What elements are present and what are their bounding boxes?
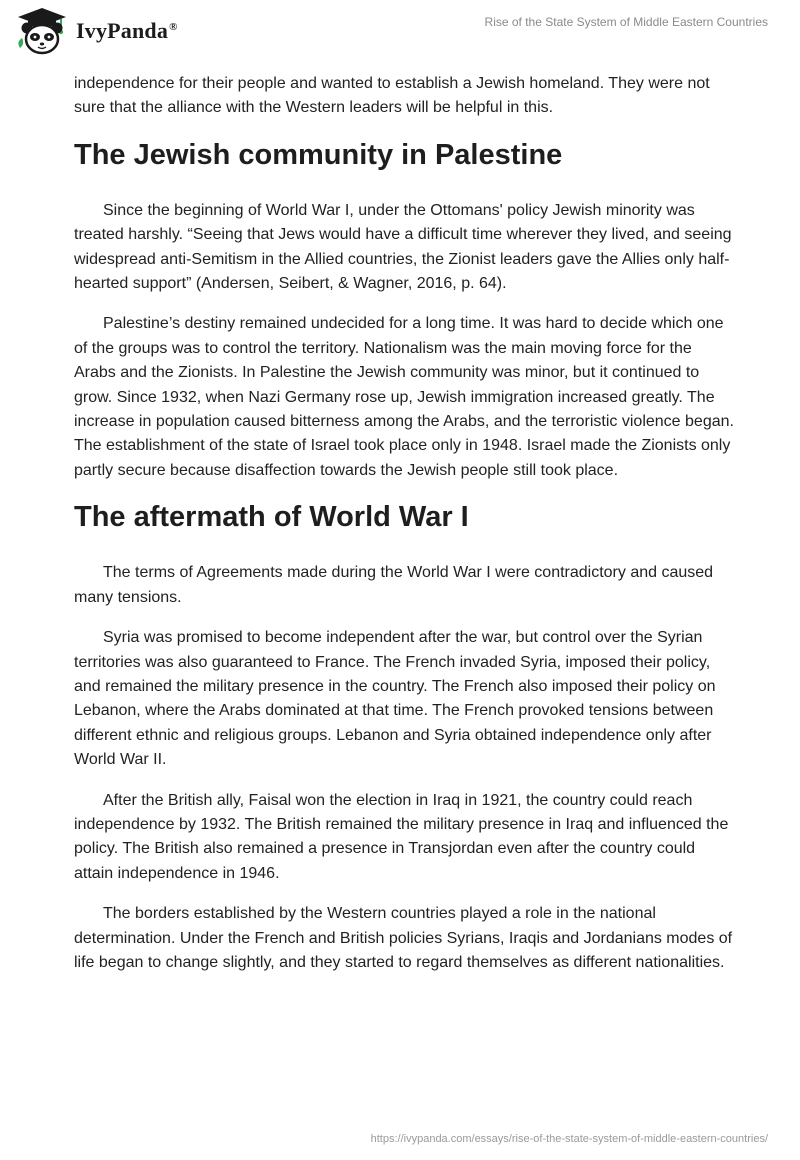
brand-name: IvyPanda®	[76, 18, 178, 43]
paragraph: After the British ally, Faisal won the election in Iraq in 1921, the country could reach independence by 1932. The British remained the military presence in Iraq and influenced the policy. The British also remained a presence in Transjordan even after the country could attain independence in 1946.	[74, 791, 729, 882]
panda-graduate-logo-icon	[14, 6, 70, 56]
ivypanda-logo[interactable]	[14, 6, 178, 56]
paragraph: The terms of Agreements made during the World War I were contradictory and caused many tensions.	[74, 564, 714, 606]
paragraph: Palestine’s destiny remained undecided for a long time. It was hard to decide which one of the groups was to control the territory. Nationalism was the main moving force for the Arabs and the Zionists. In Palestine the Jewish community was minor, but it continued to grow. Since 1932, when Nazi Germany rose up, Jewish immigration increased greatly. The increase in population caused bitterness among the Arabs, and the terroristic violence began. The establishment of the state of Israel took place only in 1948. Israel made the Zionists only partly secure because disaffection towards the Jewish people still took place.	[74, 315, 734, 479]
section-heading-aftermath: The aftermath of World War I	[74, 501, 469, 534]
paragraph: Syria was promised to become independent after the war, but control over the Syrian territories was also guaranteed to France. The French invaded Syria, imposed their policy, and remained the military presence in the country. The French also imposed their policy on Lebanon, where the Arabs dominated at that time. The French provoked tensions between different ethnic and religious groups. Lebanon and Syria obtained independence only after World War II.	[74, 629, 716, 769]
source-url[interactable]: https://ivypanda.com/essays/rise-of-the-state-system-of-middle-eastern-countries/	[370, 1133, 768, 1145]
registered-mark: ®	[169, 20, 178, 33]
paragraph: independence for their people and wanted to establish a Jewish homeland. They were not sure that the alliance with the Western leaders will be helpful in this.	[74, 75, 710, 117]
paragraph: Since the beginning of World War I, under the Ottomans' policy Jewish minority was treated harshly. “Seeing that Jews would have a difficult time wherever they lived, and seeing widespread anti-Semitism in the Allied countries, the Zionist leaders gave the Allies only half-hearted support” (Andersen, Seibert, & Wagner, 2016, p. 64).	[74, 201, 732, 293]
page-header	[0, 0, 800, 62]
document-title: Rise of the State System of Middle Eastern Countries	[484, 15, 768, 29]
paragraph: The borders established by the Western countries played a role in the national determination. Under the French and British policies Syrians, Iraqis and Jordanians modes of life began to change slightly, and they started to regard themselves as different nationalities.	[74, 905, 733, 971]
section-heading-jewish-community: The Jewish community in Palestine	[74, 138, 563, 171]
essay-body	[74, 72, 734, 991]
